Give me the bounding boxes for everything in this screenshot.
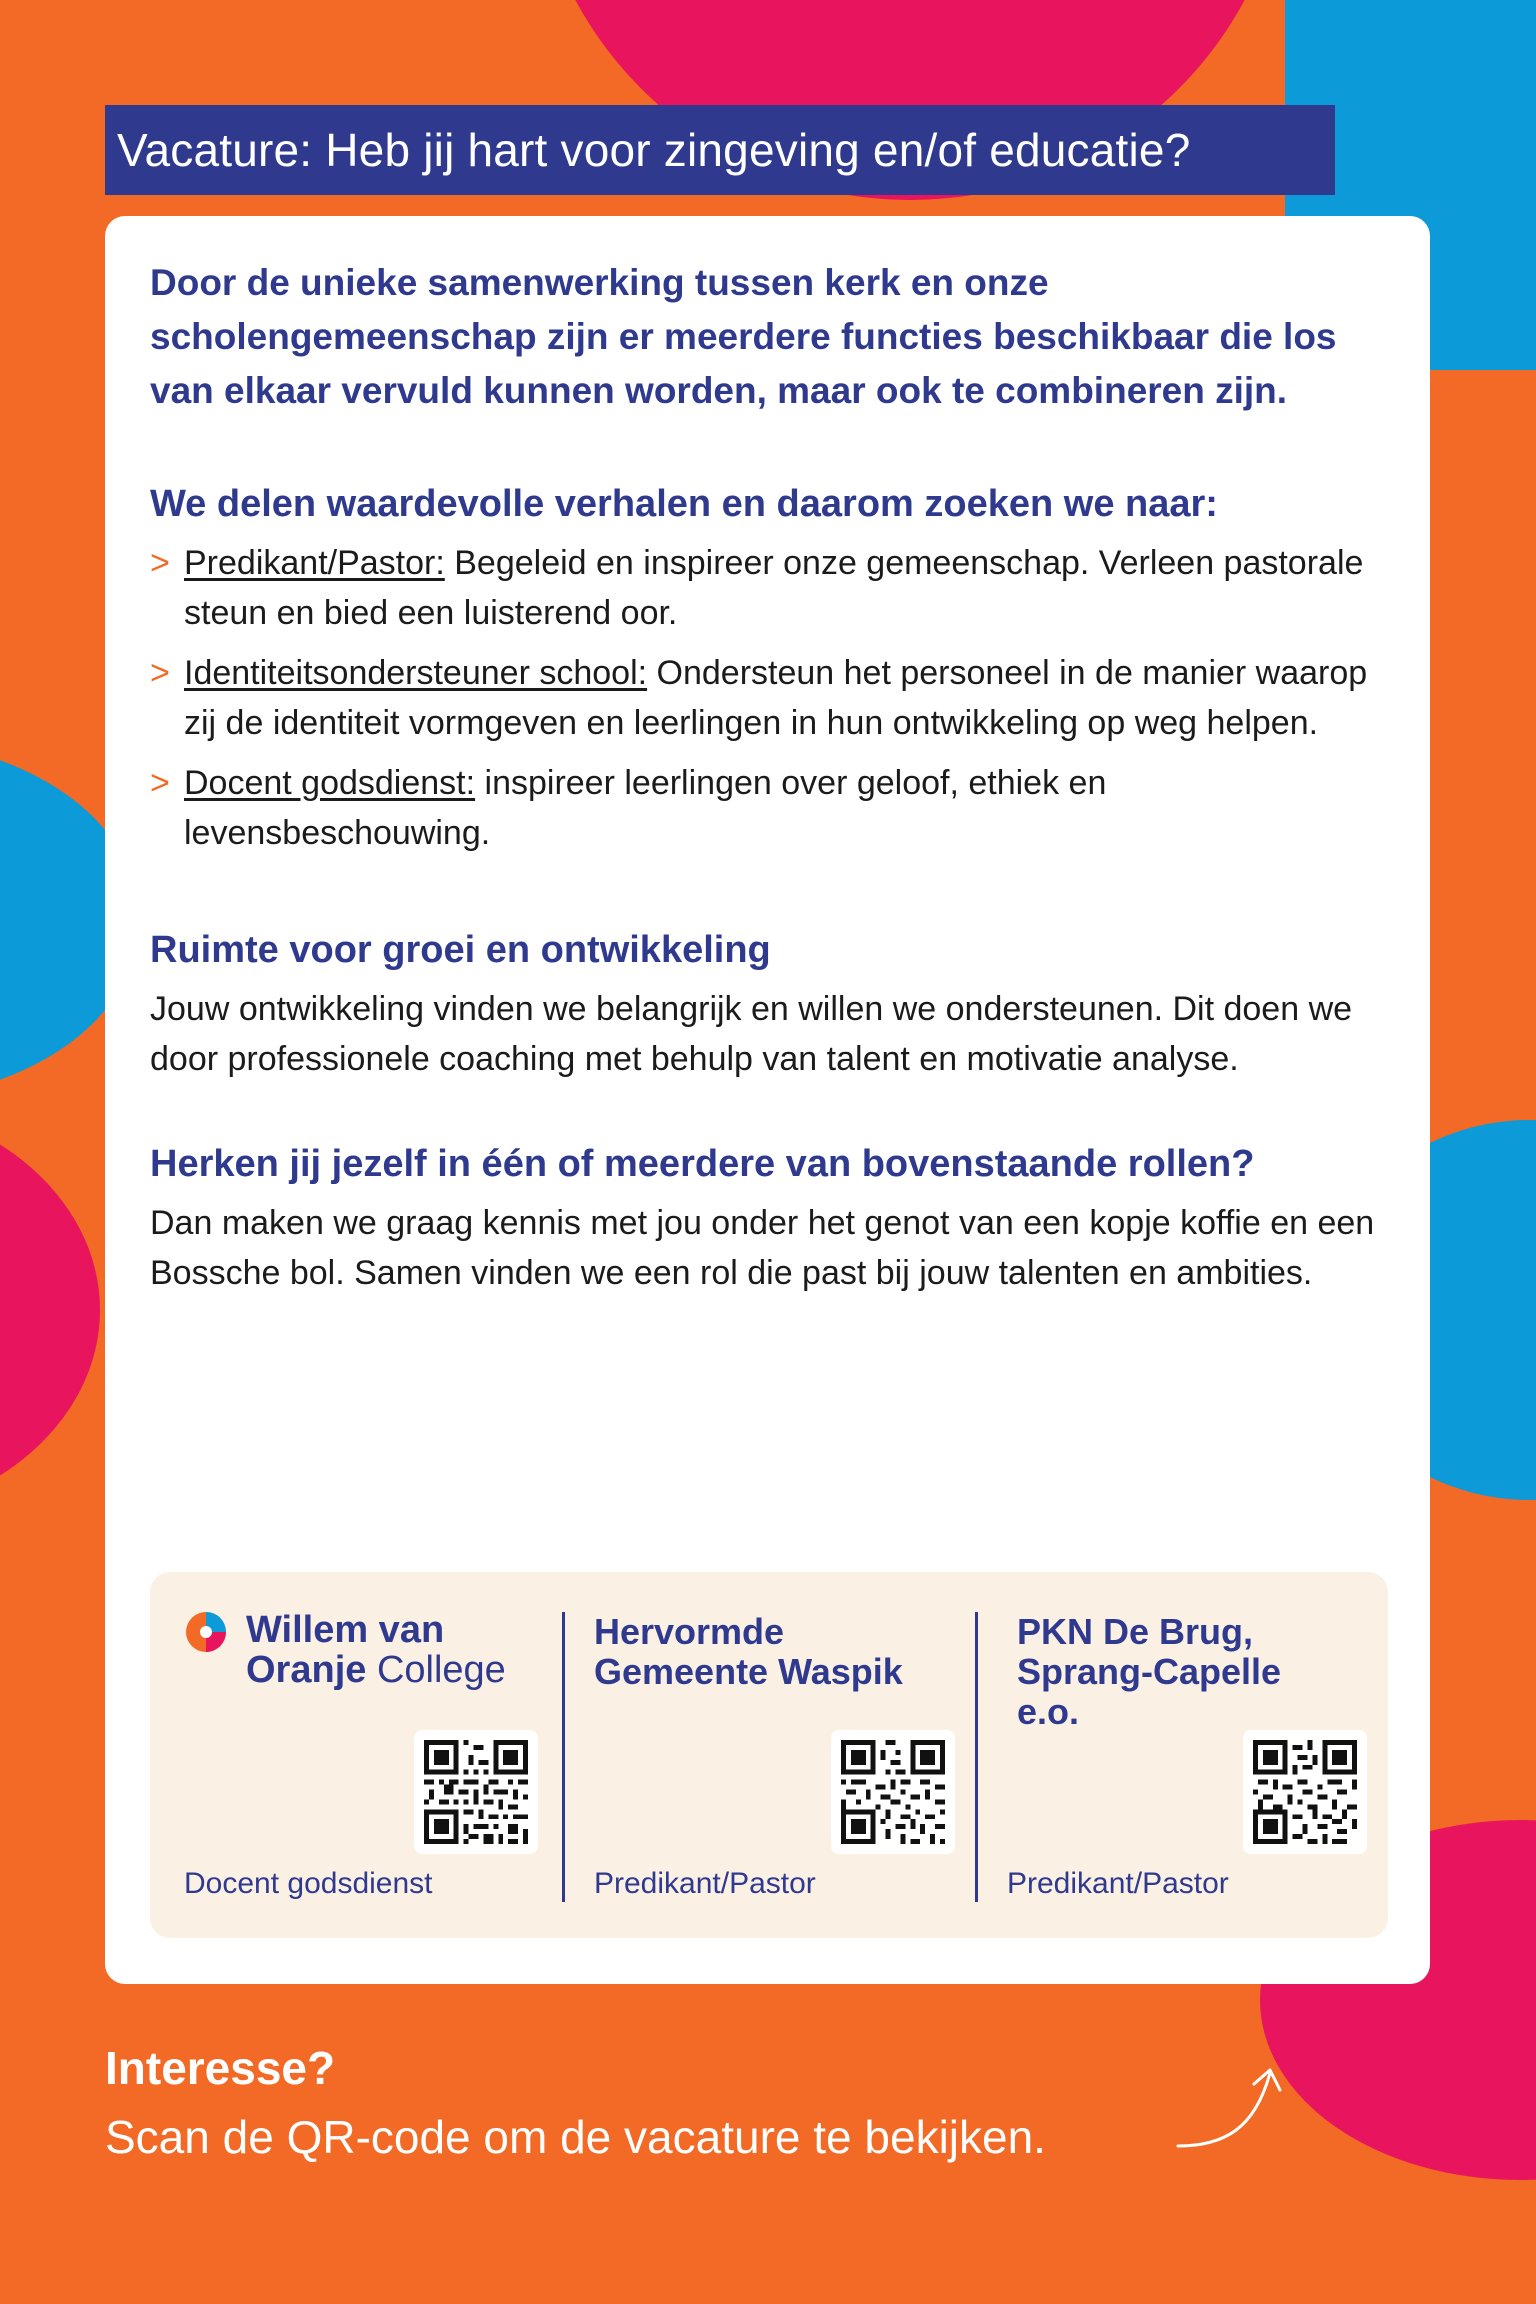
organization-role: Docent godsdienst <box>184 1867 433 1900</box>
organization-waspik <box>594 1572 964 1938</box>
qr-code-icon <box>841 1740 945 1844</box>
role-name: Identiteitsondersteuner school: <box>184 654 648 692</box>
roles-list <box>150 538 1385 858</box>
cta-text: Scan de QR-code om de vacature te bekijken. <box>105 2111 1046 2163</box>
organization-role: Predikant/Pastor <box>594 1867 816 1900</box>
cta-title: Interesse? <box>105 2042 336 2094</box>
organization-wvo <box>184 1572 559 1938</box>
list-item <box>150 538 1385 638</box>
qr-code[interactable] <box>831 1730 955 1854</box>
role-name: Docent godsdienst: <box>184 764 476 802</box>
list-item <box>150 648 1385 748</box>
divider <box>975 1612 978 1902</box>
organization-name: Willem van Oranje College <box>246 1609 506 1691</box>
role-name: Predikant/Pastor: <box>184 544 445 582</box>
growth-text: Jouw ontwikkeling vinden we belangrijk en willen we ondersteunen. Dit doen we door professionele coaching met behulp van talent en motivatie analyse. <box>150 990 1353 1078</box>
role-description: Ondersteun het personeel in de manier waarop zij de identiteit vormgeven en leerlingen in hun ontwikkeling op weg helpen. <box>184 654 1368 742</box>
intro-text: Door de unieke samenwerking tussen kerk en onze scholengemeenschap zijn er meerdere functies beschikbaar die los van elkaar vervuld kunnen worden, maar ook te combineren zijn. <box>150 262 1337 411</box>
role-description: inspireer leerlingen over geloof, ethiek en levensbeschouwing. <box>184 764 1107 852</box>
background-circle-pink-left <box>0 1100 100 1520</box>
curved-arrow-icon <box>1170 2058 1290 2158</box>
chevron-right-icon: > <box>150 544 170 582</box>
growth-heading: Ruimte voor groei en ontwikkeling <box>150 929 771 971</box>
organization-role: Predikant/Pastor <box>1007 1867 1229 1900</box>
wvo-logo-icon <box>184 1610 228 1654</box>
divider <box>562 1612 565 1902</box>
organization-name: PKN De Brug, Sprang-Capelle e.o. <box>1017 1611 1282 1732</box>
role-description: Begeleid en inspireer onze gemeenschap. Verleen pastorale steun en bied een luisterend oor. <box>184 544 1364 632</box>
vacancy-content <box>150 256 1385 1298</box>
qr-code[interactable] <box>1243 1730 1367 1854</box>
recognize-text: Dan maken we graag kennis met jou onder het genot van een kopje koffie en een Bossche bol. Samen vinden we een rol die past bij jouw talenten en ambities. <box>150 1204 1375 1292</box>
organization-pkn-de-brug <box>1007 1572 1367 1938</box>
recognize-heading: Herken jij jezelf in één of meerdere van bovenstaande rollen? <box>150 1143 1255 1185</box>
page-title: Vacature: Heb jij hart voor zingeving en/of educatie? <box>105 105 1335 195</box>
organizations-panel <box>150 1572 1388 1938</box>
chevron-right-icon: > <box>150 764 170 802</box>
roles-heading: We delen waardevolle verhalen en daarom zoeken we naar: <box>150 483 1218 525</box>
qr-code[interactable] <box>414 1730 538 1854</box>
vacancy-card <box>105 216 1430 1984</box>
qr-code-icon <box>424 1740 528 1844</box>
qr-code-icon <box>1253 1740 1357 1844</box>
organization-name: Hervormde Gemeente Waspik <box>594 1611 903 1692</box>
list-item <box>150 758 1385 858</box>
chevron-right-icon: > <box>150 654 170 692</box>
